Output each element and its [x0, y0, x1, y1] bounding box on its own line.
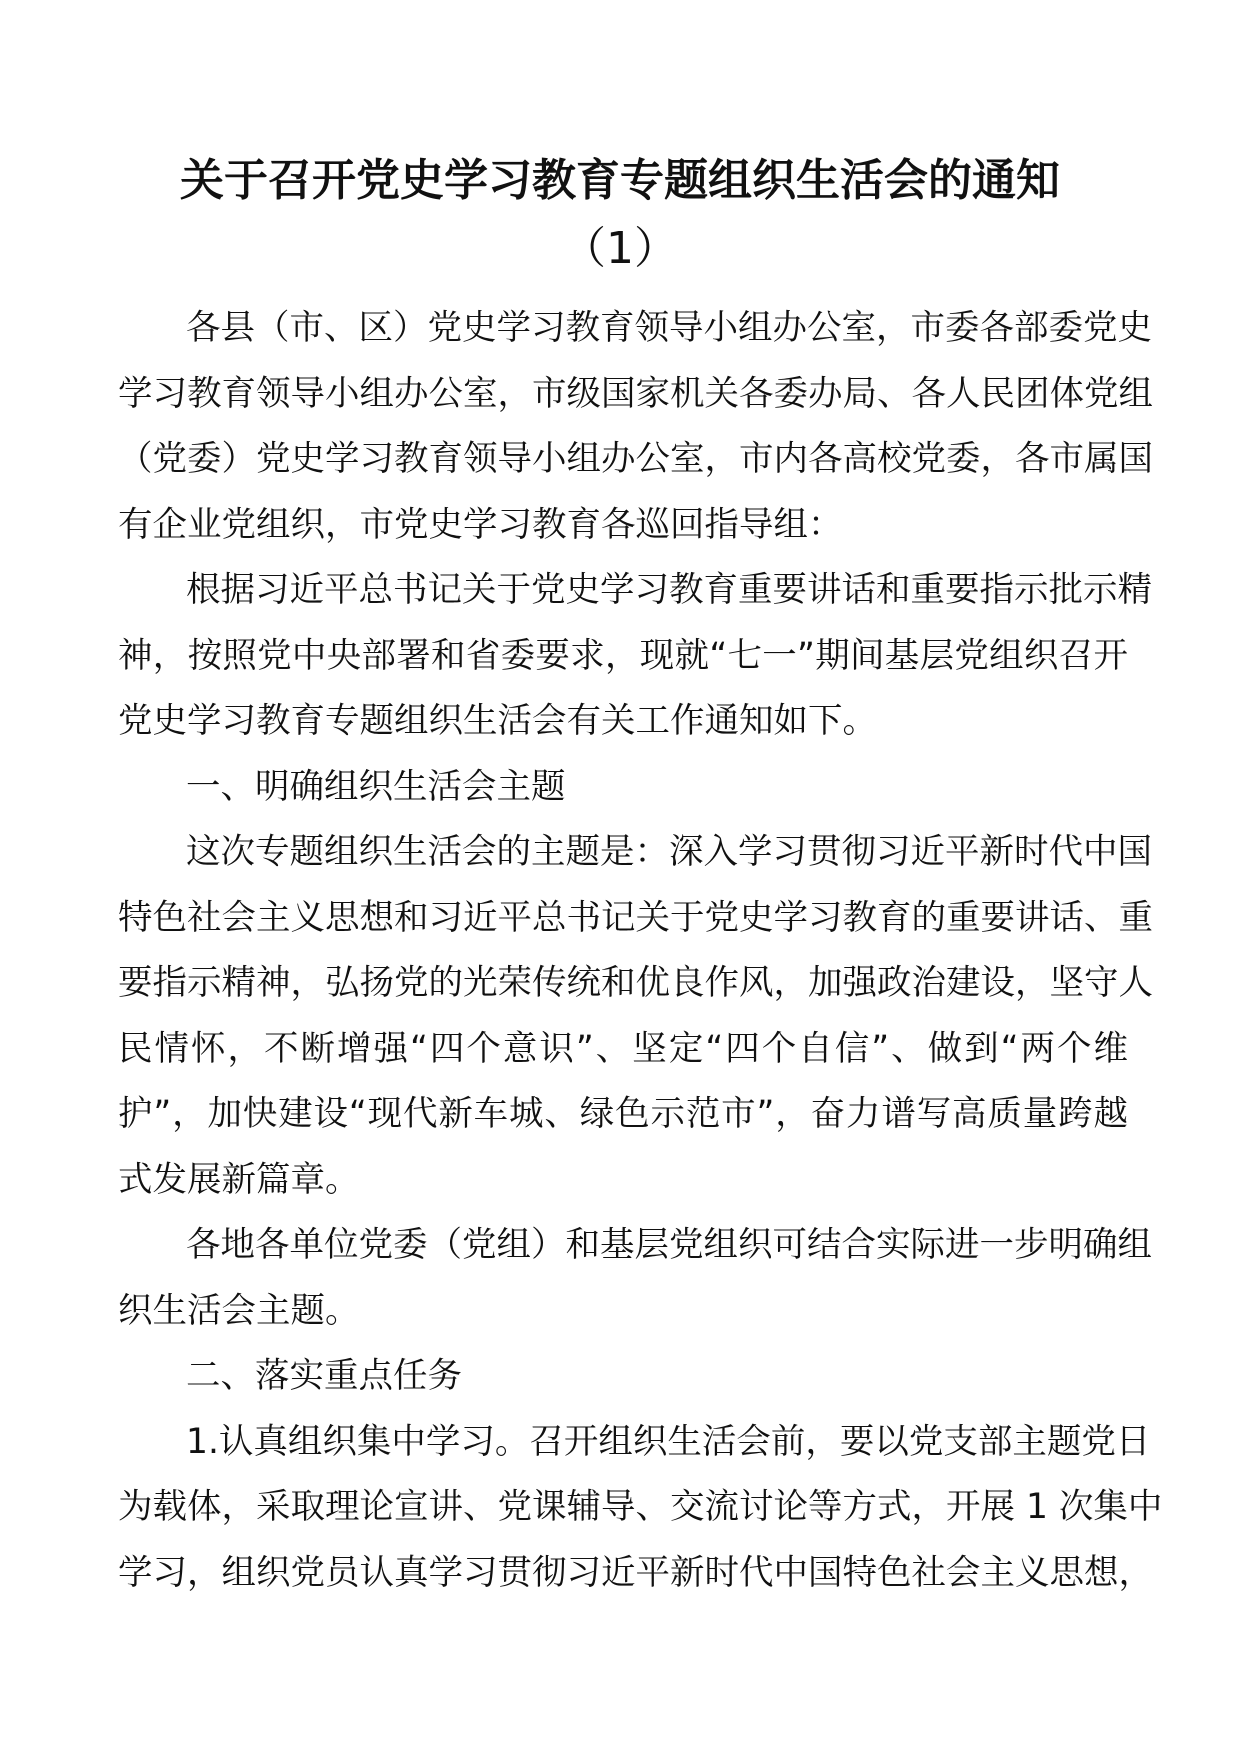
body-line: 根据习近平总书记关于党史学习教育重要讲话和重要指示批示精: [186, 570, 1152, 610]
body-line: 织生活会主题。: [118, 1290, 360, 1331]
section-heading: 二、落实重点任务: [186, 1356, 462, 1396]
body-line: 这次专题组织生活会的主题是：深入学习贯彻习近平新时代中国: [186, 832, 1152, 872]
document-title: 关于召开党史学习教育专题组织生活会的通知: [180, 155, 1060, 206]
body-line: 有企业党组织，市党史学习教育各巡回指导组：: [118, 504, 843, 545]
body-line: 各地各单位党委（党组）和基层党组织可结合实际进一步明确组: [186, 1225, 1152, 1265]
body-line: 1.认真组织集中学习。召开组织生活会前，要以党支部主题党日: [186, 1421, 1151, 1462]
body-line: 学习教育领导小组办公室，市级国家机关各委办局、各人民团体党组: [118, 373, 1153, 414]
body-line: 特色社会主义思想和习近平总书记关于党史学习教育的重要讲话、重: [118, 897, 1153, 938]
document-title-number: （1）: [562, 223, 678, 274]
body-line: 学习，组织党员认真学习贯彻习近平新时代中国特色社会主义思想，: [118, 1552, 1153, 1593]
body-line: 神，按照党中央部署和省委要求，现就“七一”期间基层党组织召开: [118, 635, 1128, 676]
body-line: 护”，加快建设“现代新车城、绿色示范市”，奋力谱写高质量跨越: [118, 1094, 1128, 1134]
section-heading: 一、明确组织生活会主题: [186, 766, 566, 807]
body-line: 民情怀，不断增强“四个意识”、坚定“四个自信”、做到“两个维: [118, 1028, 1128, 1069]
body-line: 各县（市、区）党史学习教育领导小组办公室，市委各部委党史: [186, 308, 1152, 348]
body-line: （党委）党史学习教育领导小组办公室，市内各高校党委，各市属国: [118, 439, 1153, 479]
body-line: 式发展新篇章。: [118, 1159, 360, 1200]
body-line: 为载体，采取理论宣讲、党课辅导、交流讨论等方式，开展 1 次集中: [118, 1487, 1163, 1527]
document-body: [118, 296, 1163, 1606]
body-line: 党史学习教育专题组织生活会有关工作通知如下。: [118, 701, 877, 741]
body-line: 要指示精神，弘扬党的光荣传统和优良作风，加强政治建设，坚守人: [118, 963, 1153, 1003]
